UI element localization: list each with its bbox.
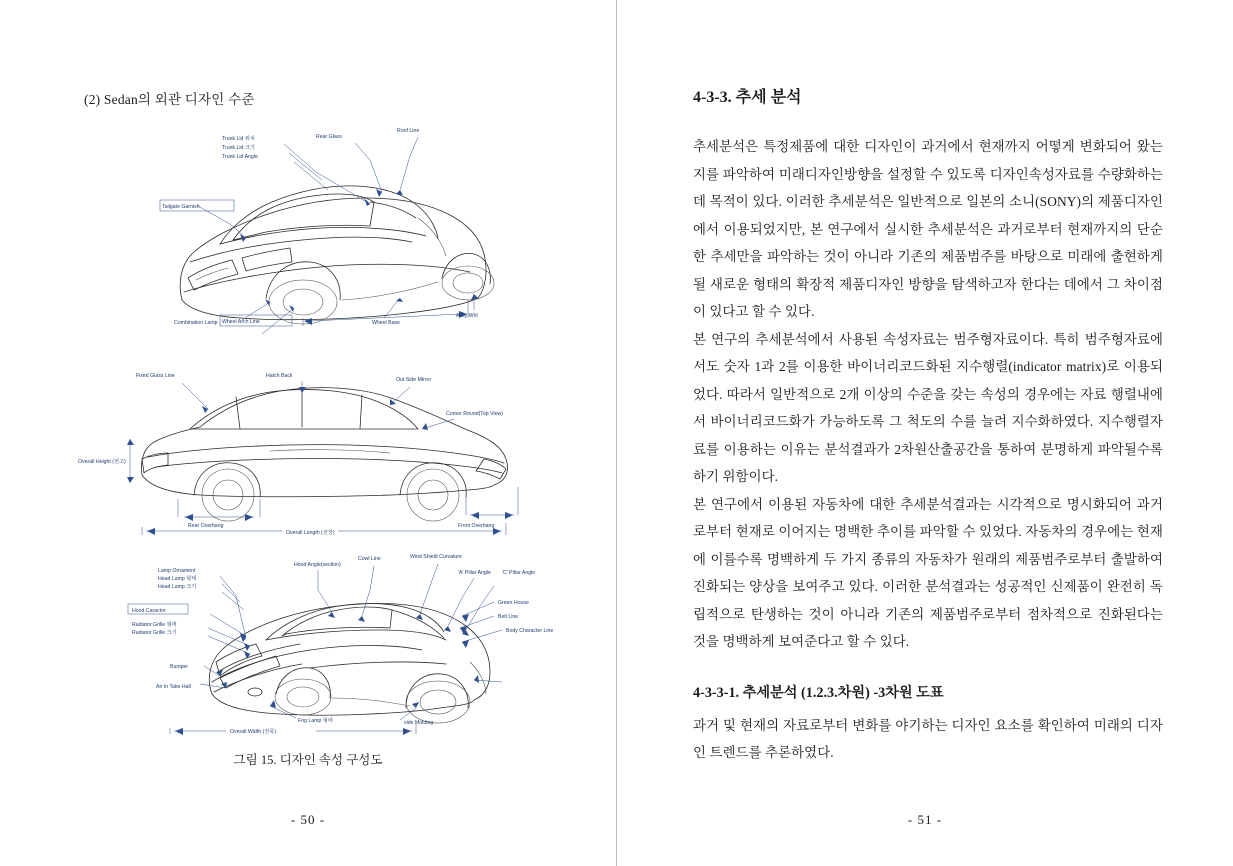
page-left (0, 0, 616, 866)
label-head-lamp-shape: Head Lamp 형태 (158, 576, 197, 582)
figure-15 (70, 112, 560, 752)
paragraph-4: 과거 및 현재의 자료로부터 변화를 야기하는 디자인 요소를 확인하여 미래의 디자인 트렌드를 추론하였다. (693, 717, 1163, 760)
label-trunk-lid-size: Trunk Lid 크기 (222, 145, 255, 151)
label-fog-lamp-shape: Fog Lamp 형태 (298, 718, 333, 724)
sedan-rear-three-quarter-diagram (70, 112, 560, 347)
label-body-character-line: Body Character Line (506, 628, 554, 634)
label-out-side-mirror: Out Side Mirror (396, 377, 432, 383)
label-trunk-lid-position: Trunk Lid 위치 (222, 136, 255, 142)
paragraph-1: 추세분석은 특정제품에 대한 디자인이 과거에서 현재까지 어떻게 변화되어 왔는지를 파악하여 미래디자인방향을 설정할 수 있도록 디자인속성자료를 수량화하는데 목적이 있다. 이러한 추세분석은 일반적으로 일본의 소니(SONY)의 제품디자인에서 이용되었지만, 본 연구에서 실시한 추세분석은 과거로부터 현재까지의 단순한 추세만을 파악하는 것이 아니라 기존의 제품범주를 바탕으로 미래에 출현하게 될 새로운 형태의 확장적 제품디자인 방향을 탐색하고자 한다는 데에서 그 차이점이 있다고 할 수 있다. (693, 139, 1163, 319)
label-front-overhang: Front Overhang (458, 523, 495, 529)
label-wind-shield-curvature: Wind Shield Curvature (410, 554, 462, 560)
sedan-side-view-diagram (70, 347, 560, 542)
label-lamp-ornament: Lamp Ornament (158, 568, 196, 574)
label-bumper: Bumper (170, 664, 189, 670)
label-fixed-glass-line: Fixed Glass Line (136, 373, 175, 379)
figure-15-view-1 (70, 112, 560, 347)
label-tailgate-garnish: Tailgate Garnish (162, 204, 200, 210)
label-radiator-grille-size: Radiator Grille 크기 (132, 630, 177, 636)
page-number-right: - 51 - (907, 812, 943, 827)
label-green-house: Green House (498, 600, 529, 606)
figure-15-view-3 (70, 542, 560, 742)
paragraph-2: 본 연구의 추세분석에서 사용된 속성자료는 범주형자료이다. 특히 범주형자료에서도 숫자 1과 2를 이용한 바이너리코드화된 지수행렬(indicator matrix)로 이용되었다. 따라서 일반적으로 2개 이상의 수준을 갖는 속성의 경우에는 자료 행렬내에서 바이너리코드화가 가능하도록 그 척도의 수를 늘려 지수화하였다. 지수행렬자료를 이용하는 이유는 분석결과가 2차원산출공간을 통하여 분명하게 파악될수록 하기 위함이다. (693, 331, 1163, 484)
figure-15-view-2 (70, 347, 560, 542)
label-roof-line: Roof Line (397, 128, 420, 134)
label-trunk-lid-angle: Trunk Lid Angle (222, 154, 258, 160)
label-cowl-line: Cowl Line (358, 556, 381, 562)
section-heading-trend-analysis: 4-3-3. 추세 분석 (693, 89, 802, 106)
label-air-in-take-hall: Air In Take Hall (156, 684, 191, 690)
label-overall-length: Overall Length (전장) (286, 530, 335, 536)
label-side-molding: side Molding (404, 720, 434, 726)
paragraph-3: 본 연구에서 이용된 자동차에 대한 추세분석결과는 시각적으로 명시화되어 과거로부터 현재로 이어지는 명백한 추이를 파악할 수 있었다. 자동차의 경우에는 현재에 이를수록 명백하게 두 가지 종류의 자동차가 원래의 제품범주로부터 출발하여 진화되는 양상을 보여주고 있다. 이러한 분석결과는 성공적인 신제품이 완전히 독립적으로 탄생하는 것이 아니라 기존의 제품범주로부터 점차적으로 진화된다는 것을 명백하게 보여준다고 할 수 있다. (693, 496, 1163, 649)
label-hatch-back: Hatch Back (266, 373, 293, 379)
label-rear-overhang: Rear Overhang (188, 523, 224, 529)
label-wheel-arch-line: Wheel Arch Line (222, 319, 260, 325)
label-wheel-base: Wheel Base (372, 320, 400, 326)
label-combination-lamp: Combination Lamp (174, 320, 218, 326)
label-corner-round: Corner Round(Top View) (446, 411, 503, 417)
subsection-heading-3d-chart: 4-3-3-1. 추세분석 (1.2.3.차원) -3차원 도표 (693, 684, 944, 701)
label-head-lamp-size: Head Lamp 크기 (158, 584, 197, 590)
label-alloy-wheel: Alloy Whl (456, 313, 478, 319)
page-number-left: - 50 - (290, 812, 326, 827)
page-right (616, 0, 1233, 866)
label-hood-caractor: Hood Caractor (132, 608, 166, 614)
sedan-front-three-quarter-diagram (70, 542, 560, 742)
label-overall-width: Overall Width (전폭) (230, 729, 277, 735)
section-heading-sedan: (2) Sedan의 외관 디자인 수준 (84, 92, 255, 107)
label-overall-height: Overall Height (전고) (78, 459, 126, 465)
figure-caption: 그림 15. 디자인 속성 구성도 (233, 753, 383, 767)
right-page-content (693, 84, 1163, 767)
label-hood-angle: Hood Angle(section) (294, 562, 341, 568)
label-rear-glass: Rear Glass (316, 134, 342, 140)
label-radiator-grille-shape: Radiator Grille 형태 (132, 622, 177, 628)
label-c-pillar-angle: 'C' Pillar Angle (502, 570, 536, 576)
label-belt-line: Belt Line (498, 614, 519, 620)
label-a-pillar-angle: 'A' Pillar Angle (458, 570, 491, 576)
